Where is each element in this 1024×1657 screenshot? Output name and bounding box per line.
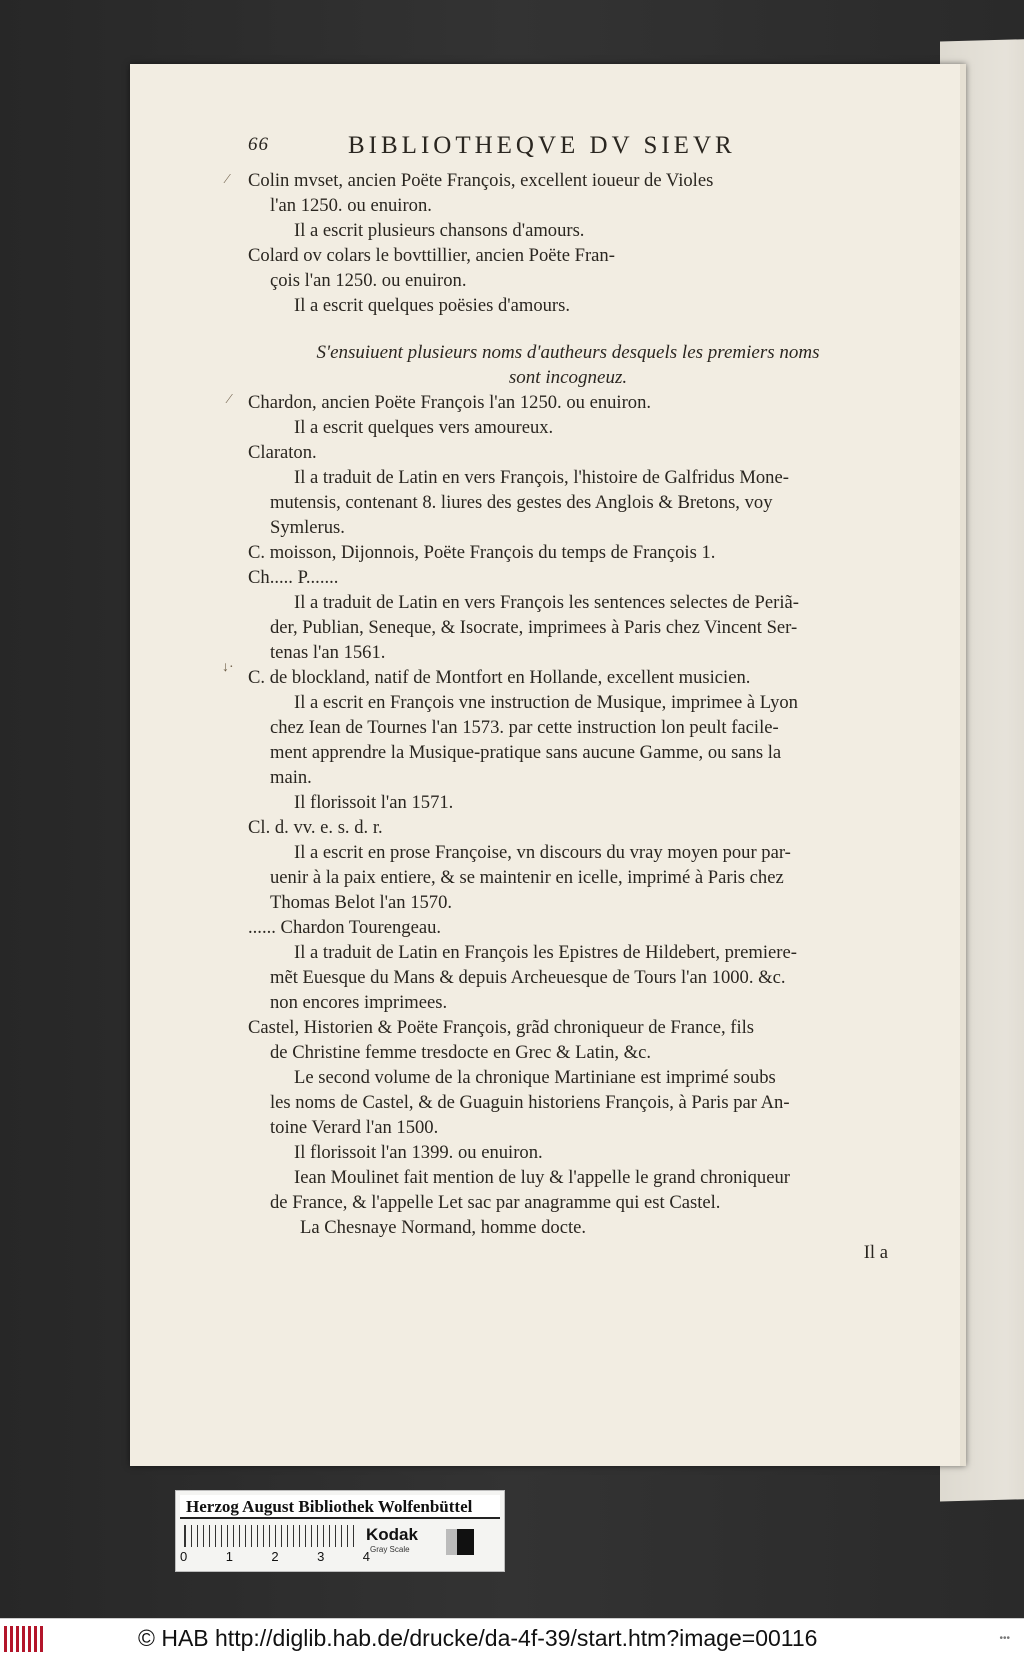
text-line: mutensis, contenant 8. liures des gestes des Anglois & Bretons, voy — [270, 492, 773, 513]
text-body — [248, 168, 888, 1265]
text-line: Il a escrit en prose Françoise, vn discours du vray moyen pour par- — [294, 842, 791, 863]
section-heading: sont incogneuz. — [508, 367, 628, 388]
text-line: Il a escrit quelques vers amoureux. — [294, 417, 554, 438]
text-line: Castel, Historien & Poëte François, grãd chroniqueur de France, fils — [248, 1017, 755, 1038]
text-line: Iean Moulinet fait mention de luy & l'appelle le grand chroniqueur — [294, 1167, 790, 1188]
text-line: toine Verard l'an 1500. — [270, 1117, 439, 1138]
ruler-numbers — [180, 1549, 370, 1567]
text-line: C. moisson, Dijonnois, Poëte François du temps de François 1. — [248, 542, 716, 563]
text-line: La Chesnaye Normand, homme docte. — [300, 1217, 587, 1238]
text-line: Colard ov colars le bovttillier, ancien Poëte Fran- — [248, 245, 615, 266]
text-line: uenir à la paix entiere, & se maintenir en icelle, imprimé à Paris chez — [270, 867, 784, 888]
text-line: çois l'an 1250. ou enuiron. — [270, 270, 467, 291]
text-line: Colin mvset, ancien Poëte François, excellent ioueur de Violes — [248, 170, 714, 191]
text-line: Il a escrit en François vne instruction de Musique, imprimee à Lyon — [294, 692, 798, 713]
text-line: Il a escrit plusieurs chansons d'amours. — [294, 220, 585, 241]
ruler-scale — [184, 1525, 354, 1547]
target-title: Herzog August Bibliothek Wolfenbüttel — [180, 1495, 500, 1519]
text-line: Il a traduit de Latin en vers François les sentences selectes de Periã- — [294, 592, 799, 613]
text-line: non encores imprimees. — [270, 992, 448, 1013]
text-line: Il a traduit de Latin en vers François, l'histoire de Galfridus Mone- — [294, 467, 789, 488]
more-icon[interactable]: ••• — [999, 1633, 1010, 1644]
text-line: Il a traduit de Latin en François les Epistres de Hildebert, premiere- — [294, 942, 797, 963]
margin-mark: ↓· — [222, 660, 234, 675]
text-line: de France, & l'appelle Let sac par anagramme qui est Castel. — [270, 1192, 721, 1213]
section-heading: S'ensuiuent plusieurs noms d'autheurs desquels les premiers noms — [316, 342, 820, 363]
page-number: 66 — [248, 134, 269, 155]
hab-logo-icon — [4, 1626, 46, 1652]
text-line: Chardon, ancien Poëte François l'an 1250. ou enuiron. — [248, 392, 652, 413]
ruler-number: 2 — [271, 1549, 279, 1564]
text-line: Symlerus. — [270, 517, 345, 538]
running-head — [248, 134, 860, 164]
ruler-number: 0 — [180, 1549, 188, 1564]
text-line: Il florissoit l'an 1399. ou enuiron. — [294, 1142, 543, 1163]
text-line: ...... Chardon Tourengeau. — [248, 917, 442, 938]
gray-scale-label: Gray Scale — [370, 1545, 410, 1554]
text-line: Claraton. — [248, 442, 317, 463]
text-line: ment apprendre la Musique-pratique sans aucune Gamme, ou sans la — [270, 742, 782, 763]
text-line: Cl. d. vv. e. s. d. r. — [248, 817, 383, 838]
kodak-label: Kodak — [366, 1525, 418, 1544]
gray-patch — [446, 1529, 474, 1555]
margin-mark: ⁄ — [226, 172, 229, 187]
catchword: Il a — [863, 1242, 888, 1263]
text-line: C. de blockland, natif de Montfort en Hollande, excellent musicien. — [248, 667, 751, 688]
text-line: de Christine femme tresdocte en Grec & Latin, &c. — [270, 1042, 652, 1063]
book-page — [130, 64, 966, 1466]
text-line: Ch..... P....... — [248, 567, 339, 588]
ruler-number: 3 — [317, 1549, 325, 1564]
page-content — [130, 64, 960, 1466]
ruler-number: 1 — [225, 1549, 233, 1564]
text-line: der, Publian, Seneque, & Isocrate, imprimees à Paris chez Vincent Ser- — [270, 617, 798, 638]
margin-mark: ⁄ — [228, 392, 231, 407]
ruler-number: 4 — [362, 1549, 370, 1564]
text-line: chez Iean de Tournes l'an 1573. par cette instruction lon peult facile- — [270, 717, 779, 738]
color-target-card — [175, 1490, 505, 1572]
text-line: Thomas Belot l'an 1570. — [270, 892, 453, 913]
text-line: Le second volume de la chronique Martiniane est imprimé soubs — [294, 1067, 776, 1088]
text-line: l'an 1250. ou enuiron. — [270, 195, 432, 216]
text-line: Il florissoit l'an 1571. — [294, 792, 454, 813]
text-line: main. — [270, 767, 312, 788]
text-line: Il a escrit quelques poësies d'amours. — [294, 295, 570, 316]
text-line: mẽt Euesque du Mans & depuis Archeuesque de Tours l'an 1000. &c. — [270, 967, 786, 988]
footer-bar — [0, 1618, 1024, 1657]
text-line: les noms de Castel, & de Guaguin historiens François, à Paris par An- — [270, 1092, 790, 1113]
footer-url-text[interactable]: © HAB http://diglib.hab.de/drucke/da-4f-39/start.htm?image=00116 — [138, 1625, 818, 1651]
text-line: tenas l'an 1561. — [270, 642, 386, 663]
running-head-title: BIBLIOTHEQVE DV SIEVR — [348, 132, 736, 159]
